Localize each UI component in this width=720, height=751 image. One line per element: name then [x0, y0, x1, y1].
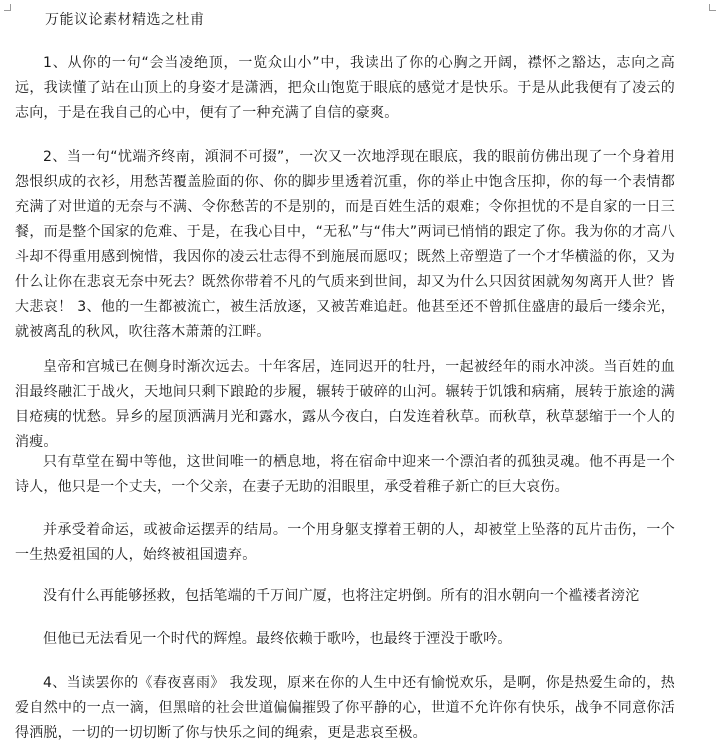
paragraph: 4、当读罢你的《春夜喜雨》 我发现，原来在你的人生中还有愉悦欢乐，是啊，你是热爱生命的，热爱自然中的一点一滴，但黑暗的社会世道偏偏摧毁了你平静的心，世道不允许你有快乐，战争不同意你活得洒脱，一切的一切切断了你与快乐之间的绳索，更是悲哀至极。 — [15, 675, 675, 741]
paragraph: 并承受着命运，或被命运摆弄的结局。一个用身躯支撑着王朝的人，却被堂上坠落的瓦片击伤，一个一生热爱祖国的人，始终被祖国遗弃。 — [15, 522, 675, 563]
paragraph: 2、当一句“忧端齐终南，澒洞不可掇”，一次又一次地浮现在眼底，我的眼前仿佛出现了一个身着用怨恨织成的衣衫，用愁苦覆盖脸面的你、你的脚步里透着沉重，你的举止中饱含压抑，你的每一个表情都充满了对世道的无奈与不满、令你愁苦的不是别的，而是百姓生活的艰难；令你担忧的不是自家的一日三餐，而是整个国家的危难、于是，在我心目中，“无私”与“伟大”两词已悄悄的跟定了你。我为你的才高八斗却不得重用感到惋惜，我因你的凌云壮志得不到施展而愿叹；既然上帝塑造了一个才华横溢的你，又为什么让你在悲哀无奈中死去？既然你带着不凡的气质来到世间，却又为什么只因贫困就匆匆离开人世？皆大悲哀！ 3、他的一生都被流亡，被生活放逐，又被苦难追赶。他甚至还不曾抓住盛唐的最后一缕余光，就被离乱的秋风，吹往落木萧萧的江畔。 — [15, 149, 675, 340]
paragraph: 1、从你的一句“会当凌绝顶，一览众山小”中，我读出了你的心胸之开阔，襟怀之豁达，志向之高远，我读懂了站在山顶上的身姿才是潇洒，把众山饱览于眼底的感觉才是快乐。于是从此我便有了凌云的志向，于是在我自己的心中，便有了一种充满了自信的豪爽。 — [15, 55, 675, 121]
paragraph: 但他已无法看见一个时代的辉煌。最终依赖于歌吟，也最终于湮没于歌吟。 — [43, 631, 512, 647]
paragraph: 只有草堂在蜀中等他，这世间唯一的栖息地，将在宿命中迎来一个漂泊者的孤独灵魂。他不再是一个诗人，他只是一个丈夫，一个父亲，在妻子无助的泪眼里，承受着稚子新亡的巨大哀伤。 — [15, 454, 675, 495]
crop-mark-top-left — [4, 4, 11, 11]
paragraph: 皇帝和宫城已在侧身时渐次远去。十年客居，连同迟开的牡丹，一起被经年的雨水冲淡。当百姓的血泪最终融汇于战火，天地间只剩下踉跄的步履，辗转于破碎的山河。辗转于饥饿和病痛，展转于旅途的满目疮痍的忧愁。异乡的屋顶洒满月光和露水，露从今夜白，白发连着秋草。而秋草，秋草瑟缩于一个人的消瘦。 — [15, 359, 675, 450]
paragraph: 没有什么再能够拯救，包括笔端的千万间广厦，也将注定坍倒。所有的泪水朝向一个褴褛者滂沱 — [43, 588, 640, 604]
crop-mark-top-right — [709, 4, 716, 11]
document-title: 万能议论素材精选之杜甫 — [45, 12, 205, 28]
